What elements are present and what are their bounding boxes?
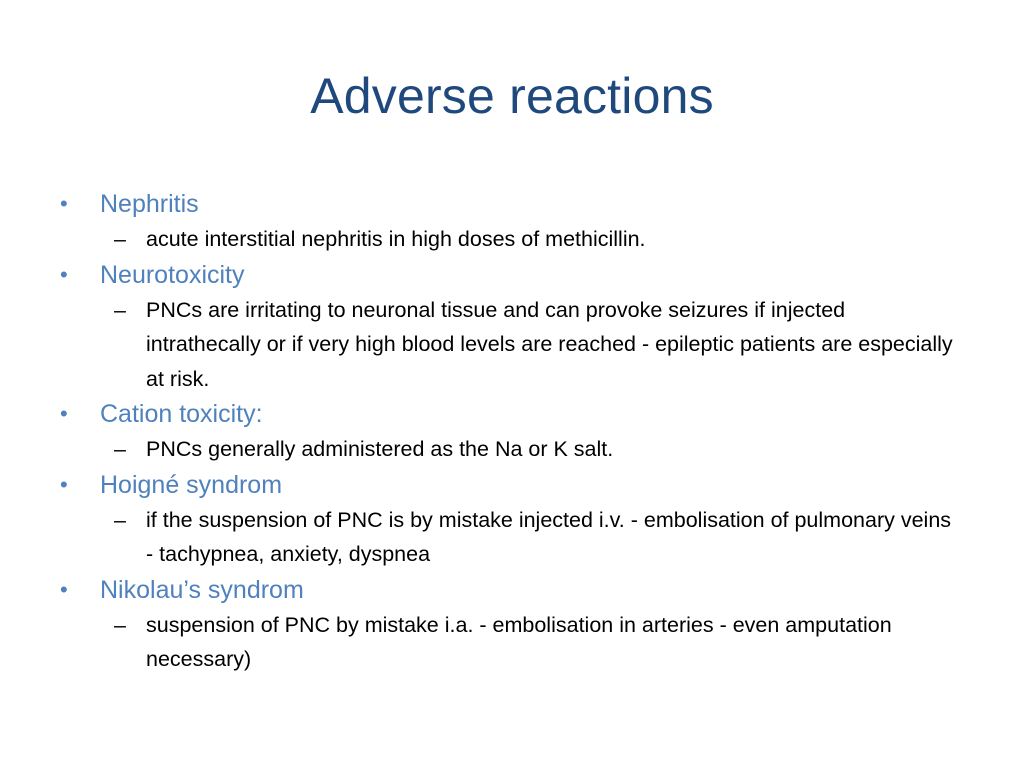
sub-item-neurotoxicity: [56, 293, 956, 397]
bullet-heading: Neurotoxicity: [100, 260, 245, 289]
sub-item-cation-toxicity: [56, 432, 956, 467]
bullet-item-hoigne-syndrom: [56, 467, 956, 503]
sub-item-text: suspension of PNC by mistake i.a. - embolisation in arteries - even amputation necessary): [146, 612, 892, 671]
sub-item-nikolau-syndrom: [56, 608, 956, 677]
bullet-item-cation-toxicity: [56, 396, 956, 432]
sub-item-text: PNCs generally administered as the Na or K salt.: [146, 437, 614, 461]
bullet-heading: Hoigné syndrom: [100, 470, 283, 499]
sub-item-hoigne-syndrom: [56, 503, 956, 572]
slide-title: Adverse reactions: [310, 68, 714, 124]
dash-icon: –: [114, 437, 126, 461]
bullet-icon: •: [60, 191, 68, 216]
sub-item-nephritis: [56, 222, 956, 257]
bullet-item-nephritis: [56, 186, 956, 222]
bullet-icon: •: [60, 576, 68, 602]
sub-item-text: acute interstitial nephritis in high doses of methicillin.: [146, 227, 646, 251]
bullet-item-nikolau-syndrom: [56, 572, 956, 608]
bullet-icon: •: [60, 261, 68, 287]
bullet-list: [56, 186, 956, 677]
bullet-heading: Nephritis: [100, 190, 199, 218]
dash-icon: –: [114, 297, 126, 322]
bullet-heading: Nikolau’s syndrom: [100, 575, 304, 604]
dash-icon: –: [114, 227, 126, 251]
sub-item-text: PNCs are irritating to neuronal tissue and can provoke seizures if injected intrathecally or if very high blood levels are reached - epileptic patients are especially at risk.: [146, 297, 953, 391]
bullet-icon: •: [60, 401, 68, 426]
dash-icon: –: [114, 507, 126, 532]
bullet-icon: •: [60, 471, 68, 497]
sub-item-text: if the suspension of PNC is by mistake injected i.v. - embolisation of pulmonary veins - tachypnea, anxiety, dyspnea: [146, 507, 952, 566]
dash-icon: –: [114, 612, 126, 637]
bullet-heading: Cation toxicity:: [100, 400, 263, 428]
bullet-item-neurotoxicity: [56, 257, 956, 293]
